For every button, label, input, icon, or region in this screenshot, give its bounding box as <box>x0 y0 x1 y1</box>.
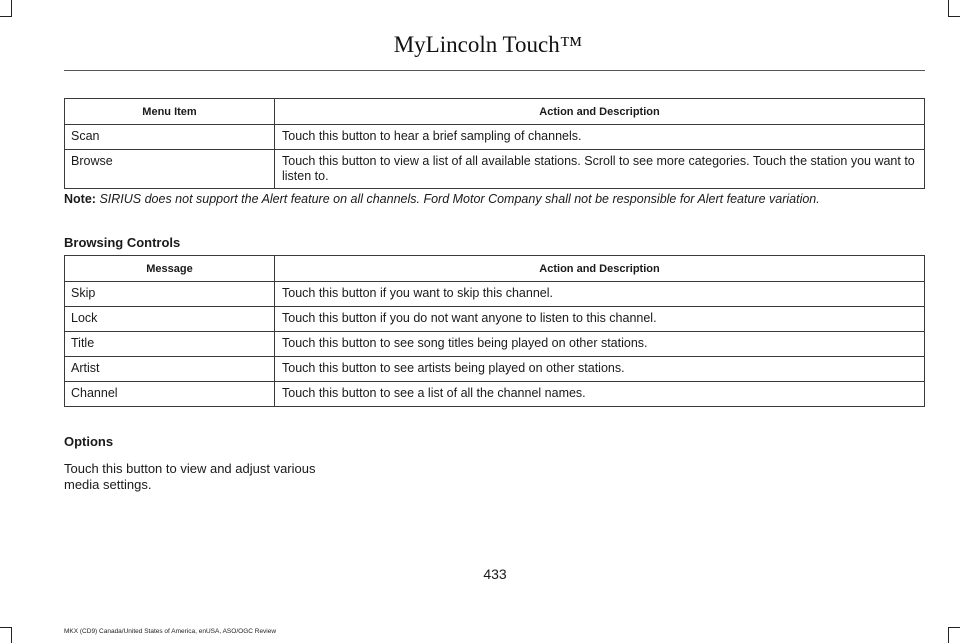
note-label: Note: <box>64 192 96 206</box>
table-cell: Browse <box>65 150 275 189</box>
column-header: Action and Description <box>275 256 925 282</box>
crop-mark <box>948 16 960 17</box>
table-row <box>65 282 925 307</box>
table-cell: Artist <box>65 357 275 382</box>
table-cell: Scan <box>65 125 275 150</box>
footer-text: MKX (CD9) Canada/United States of America, enUSA, ASO/OGC Review <box>64 628 277 635</box>
menu-item-table <box>64 98 925 189</box>
page-number: 433 <box>483 566 507 582</box>
column-header: Menu Item <box>65 99 275 125</box>
table-row <box>65 125 925 150</box>
browsing-controls-table <box>64 255 925 407</box>
table-cell: Channel <box>65 382 275 407</box>
crop-mark <box>948 0 949 16</box>
crop-mark <box>0 16 12 17</box>
table-cell: Title <box>65 332 275 357</box>
crop-mark <box>948 627 949 643</box>
crop-mark <box>948 627 960 628</box>
table-row <box>65 332 925 357</box>
options-description: Touch this button to view and adjust various media settings. <box>64 461 316 492</box>
crop-mark <box>11 627 12 643</box>
table-header-row <box>65 99 925 125</box>
table-cell: Lock <box>65 307 275 332</box>
header-divider <box>64 70 925 71</box>
table-cell: Touch this button to see song titles being played on other stations. <box>275 332 925 357</box>
section-heading: Browsing Controls <box>64 235 181 250</box>
table-row <box>65 150 925 189</box>
table-cell: Touch this button if you do not want anyone to listen to this channel. <box>275 307 925 332</box>
column-header: Action and Description <box>275 99 925 125</box>
page-header-title: MyLincoln Touch™ <box>393 32 583 57</box>
note-text: SIRIUS does not support the Alert feature on all channels. Ford Motor Company shall not be responsible for Alert feature variation. <box>99 192 820 206</box>
table-cell: Touch this button to see artists being played on other stations. <box>275 357 925 382</box>
table-cell: Touch this button if you want to skip this channel. <box>275 282 925 307</box>
table-header-row <box>65 256 925 282</box>
crop-mark <box>0 627 12 628</box>
crop-mark <box>11 0 12 16</box>
table-row <box>65 357 925 382</box>
column-header: Message <box>65 256 275 282</box>
table-cell: Touch this button to view a list of all available stations. Scroll to see more categories. Touch the station you want to listen to. <box>275 150 925 189</box>
table-cell: Touch this button to hear a brief sampling of channels. <box>275 125 925 150</box>
table-cell: Touch this button to see a list of all the channel names. <box>275 382 925 407</box>
table-row <box>65 307 925 332</box>
table-cell: Skip <box>65 282 275 307</box>
table-row <box>65 382 925 407</box>
section-heading: Options <box>64 434 114 449</box>
note-paragraph <box>64 192 934 207</box>
